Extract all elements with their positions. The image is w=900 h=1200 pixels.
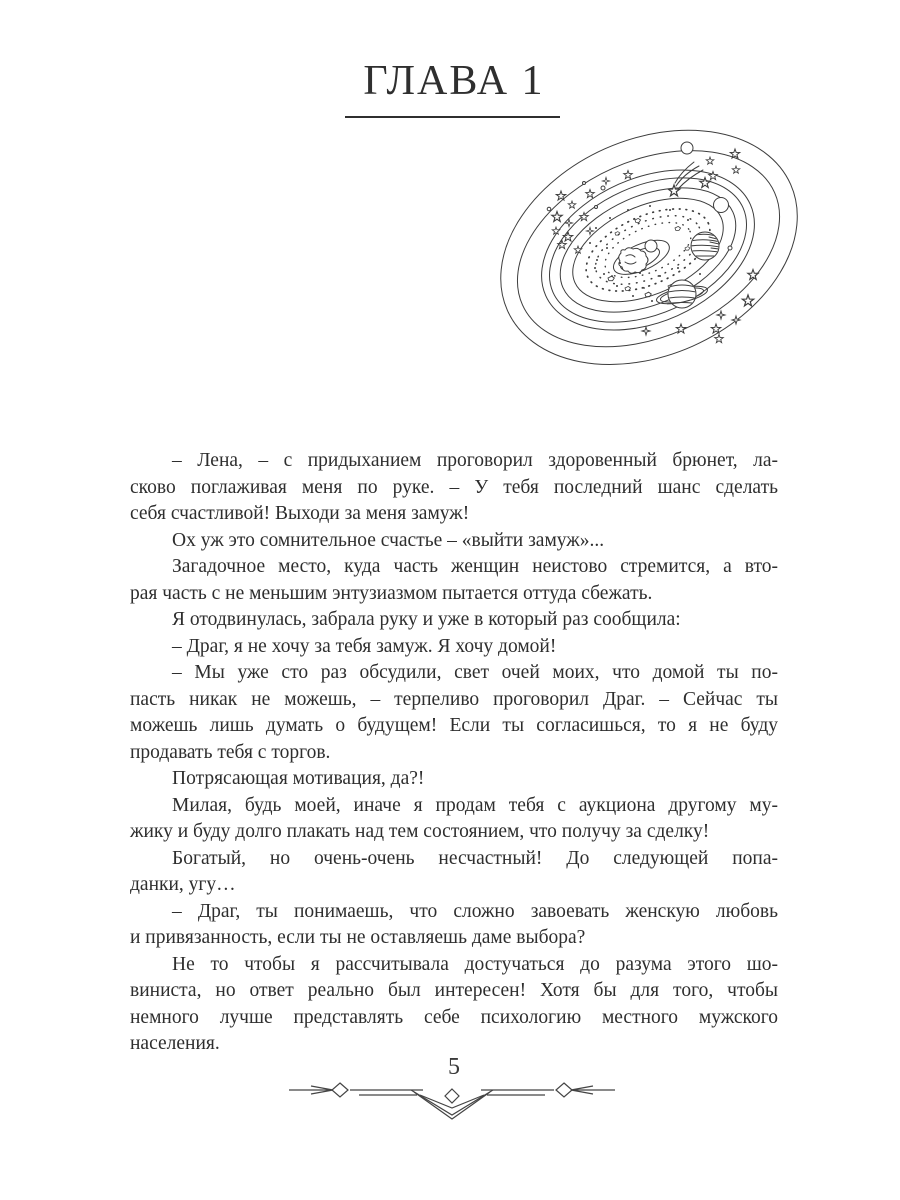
text-line: рая часть с не меньшим энтузиазмом пытается оттуда сбежать.	[130, 582, 653, 604]
galaxy-core	[619, 248, 648, 274]
text-line: Я отодвинулась, забрала руку и уже в который раз сообщила:	[172, 609, 681, 630]
title-divider	[345, 116, 560, 118]
text-line: – Лена, – с придыханием проговорил здоровенный брюнет, ла-	[172, 450, 778, 471]
text-line: жику и буду долго плакать над тем состоянием, что получу за сделку!	[130, 821, 710, 842]
text-line: и привязанность, если ты не оставляешь даме выбора?	[130, 927, 586, 948]
page-number: 5	[448, 1054, 460, 1080]
text-line: Богатый, но очень-очень несчастный! До следующей попа-	[172, 847, 778, 869]
text-block	[130, 448, 778, 1058]
text-line: – Драг, я не хочу за тебя замуж. Я хочу домой!	[172, 635, 557, 657]
orbit-rings	[500, 128, 800, 378]
text-line: можешь лишь думать о будущем! Если ты согласишься, то я не буду	[130, 715, 778, 736]
text-line: Ох уж это сомнительное счастье – «выйти замуж»...	[172, 529, 605, 551]
inner-moon	[645, 240, 657, 252]
chapter-title: ГЛАВА 1	[363, 58, 545, 104]
striped-planet	[690, 232, 720, 260]
solar-system-illustration	[500, 128, 800, 378]
text-line: продавать тебя с торгов.	[130, 741, 331, 763]
text-line: Не то чтобы я рассчитывала достучаться до разума этого шо-	[172, 953, 778, 975]
text-line: – Мы уже сто раз обсудили, свет очей моих, что домой ты по-	[172, 662, 778, 683]
text-line: виниста, но ответ реально был интересен! Хотя бы для того, чтобы	[130, 980, 778, 1001]
text-line: немного лучше представлять себе психологию местного мужского	[130, 1006, 778, 1028]
text-line: Милая, будь моей, иначе я продам тебя с аукциона другому му-	[172, 794, 778, 816]
text-line: Загадочное место, куда часть женщин неистово стремится, а вто-	[172, 556, 778, 577]
moon-planet	[714, 198, 729, 213]
text-line: Потрясающая мотивация, да?!	[172, 768, 425, 789]
text-line: пасть никак не можешь, – терпеливо проговорил Драг. – Сейчас ты	[130, 688, 778, 710]
text-line: данки, угу…	[130, 874, 236, 895]
text-line: себя счастливой! Выходи за меня замуж!	[130, 503, 470, 524]
text-line: населения.	[130, 1033, 220, 1054]
text-line: – Драг, ты понимаешь, что сложно завоевать женскую любовь	[172, 900, 778, 922]
footer-flourish	[287, 1078, 617, 1122]
text-line: сково поглаживая меня по руке. – У тебя последний шанс сделать	[130, 476, 778, 498]
small-planet	[681, 142, 693, 154]
